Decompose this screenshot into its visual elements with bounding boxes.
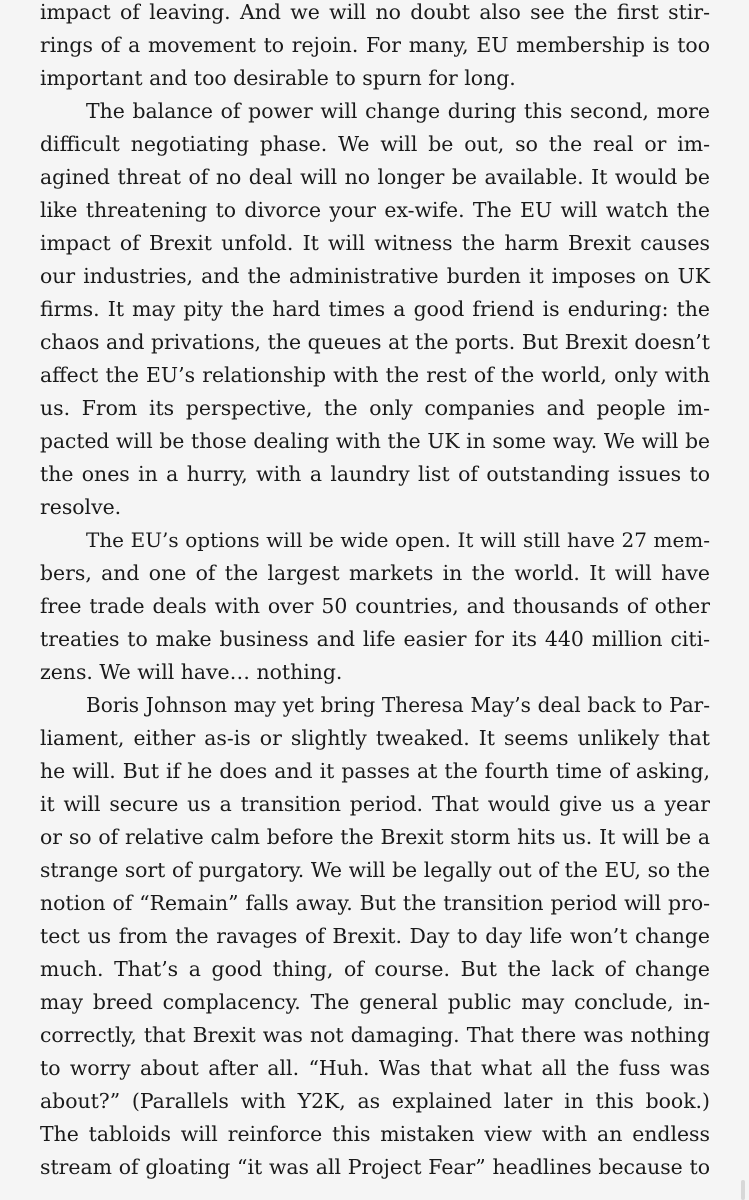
- text-line: or so of relative calm before the Brexit storm hits us. It will be a: [40, 825, 710, 849]
- text-line: tect us from the ravages of Brexit. Day to day life won’t change: [40, 924, 710, 948]
- text-line: firms. It may pity the hard times a good friend is enduring: the: [40, 297, 710, 321]
- text-line: the ones in a hurry, with a laundry list of outstanding issues to: [40, 462, 710, 486]
- text-line: free trade deals with over 50 countries, and thousands of other: [40, 594, 710, 618]
- text-line: pacted will be those dealing with the UK in some way. We will be: [40, 429, 710, 453]
- body-text: [40, 0, 710, 1184]
- text-line: us. From its perspective, the only companies and people im-: [40, 396, 710, 420]
- text-line: The tabloids will reinforce this mistaken view with an endless: [40, 1122, 710, 1146]
- text-line: treaties to make business and life easier for its 440 million citi-: [40, 627, 710, 651]
- text-line: zens. We will have… nothing.: [40, 660, 343, 684]
- text-line: rings of a movement to rejoin. For many, EU membership is too: [40, 33, 710, 57]
- text-line: affect the EU’s relationship with the rest of the world, only with: [40, 363, 710, 387]
- text-line: important and too desirable to spurn for long.: [40, 66, 516, 90]
- text-line: like threatening to divorce your ex-wife. The EU will watch the: [40, 198, 710, 222]
- scroll-indicator: [741, 1180, 745, 1200]
- text-line: The balance of power will change during this second, more: [86, 99, 710, 123]
- text-line: Boris Johnson may yet bring Theresa May’s deal back to Par-: [86, 693, 710, 717]
- text-line: much. That’s a good thing, of course. But the lack of change: [40, 957, 710, 981]
- text-line: he will. But if he does and it passes at the fourth time of asking,: [40, 759, 710, 783]
- text-line: about?” (Parallels with Y2K, as explained later in this book.): [40, 1089, 710, 1113]
- text-line: resolve.: [40, 495, 122, 519]
- text-line: The EU’s options will be wide open. It will still have 27 mem-: [86, 528, 710, 552]
- text-line: agined threat of no deal will no longer be available. It would be: [40, 165, 710, 189]
- text-line: may breed complacency. The general public may conclude, in-: [40, 990, 710, 1014]
- text-line: impact of Brexit unfold. It will witness the harm Brexit causes: [40, 231, 710, 255]
- text-line: it will secure us a transition period. That would give us a year: [40, 792, 710, 816]
- text-line: difficult negotiating phase. We will be out, so the real or im-: [40, 132, 710, 156]
- text-line: correctly, that Brexit was not damaging. That there was nothing: [40, 1023, 710, 1047]
- text-line: to worry about after all. “Huh. Was that what all the fuss was: [40, 1056, 710, 1080]
- text-line: notion of “Remain” falls away. But the transition period will pro-: [40, 891, 710, 915]
- text-line: liament, either as-is or slightly tweaked. It seems unlikely that: [40, 726, 710, 750]
- text-line: chaos and privations, the queues at the ports. But Brexit doesn’t: [40, 330, 710, 354]
- text-line: impact of leaving. And we will no doubt also see the first stir-: [40, 0, 710, 24]
- text-line: stream of gloating “it was all Project Fear” headlines because to: [40, 1155, 710, 1179]
- text-line: our industries, and the administrative burden it imposes on UK: [40, 264, 710, 288]
- text-line: strange sort of purgatory. We will be legally out of the EU, so the: [40, 858, 710, 882]
- text-line: bers, and one of the largest markets in the world. It will have: [40, 561, 710, 585]
